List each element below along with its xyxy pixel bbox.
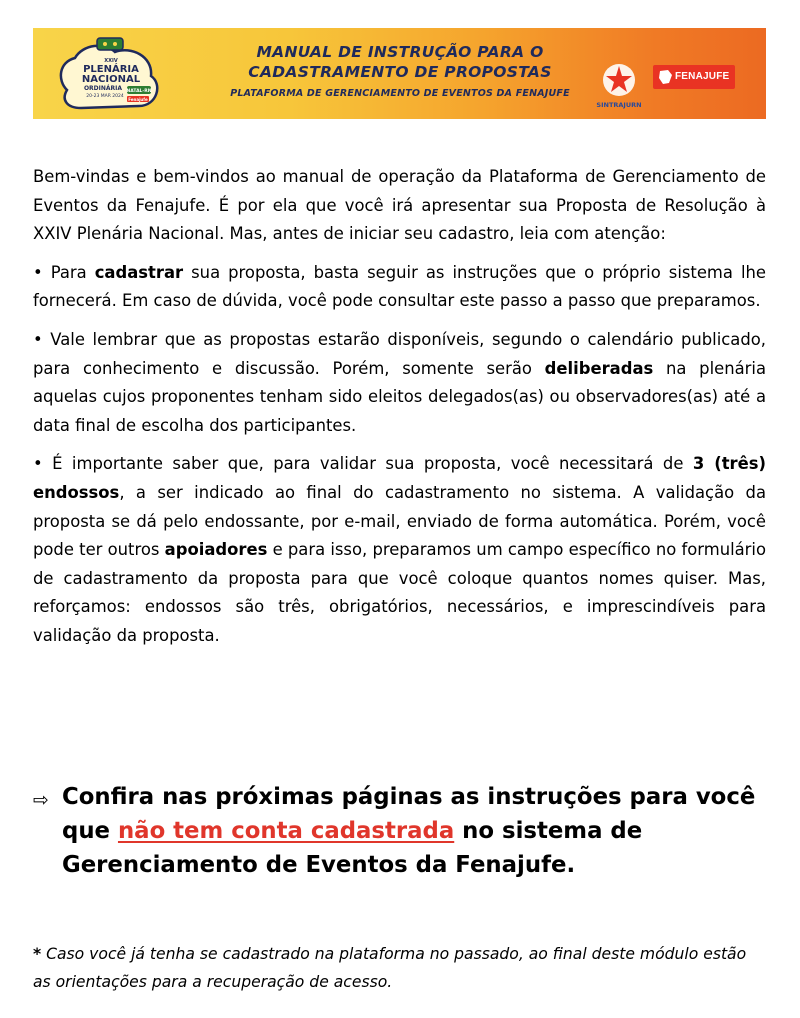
intro-paragraph: Bem-vindas e bem-vindos ao manual de operação da Plataforma de Gerenciamento de Eventos da Fenajufe. É por ela que você irá apresentar sua Proposta de Resolução à XXIV Plenária Nacional. Mas, antes de iniciar seu cadastro, leia com atenção: (33, 167, 766, 244)
emphasis-endossos: 3 (três) endossos (33, 454, 766, 502)
sintrajurn-emblem-icon (597, 58, 641, 102)
sintrajurn-logo (597, 58, 641, 114)
banner-heading (205, 42, 595, 99)
svg-text:PLENÁRIA: PLENÁRIA (83, 64, 139, 75)
svg-text:ORDINÁRIA: ORDINÁRIA (83, 85, 123, 92)
fenajufe-label: FENAJUFE (675, 71, 730, 82)
fenajufe-map-icon (657, 69, 673, 85)
bullet-cadastrar (33, 259, 766, 316)
banner-subtitle: PLATAFORMA DE GERENCIAMENTO DE EVENTOS DA FENAJUFE (230, 88, 570, 99)
svg-text:XXIV: XXIV (104, 58, 118, 64)
emphasis-deliberadas: deliberadas (544, 358, 654, 378)
callout-text-start: Confira nas próximas páginas as instruções para você que (62, 784, 756, 844)
svg-text:Fenajufe: Fenajufe (128, 97, 148, 102)
emphasis-cadastrar: cadastrar (94, 262, 184, 282)
svg-text:20-23 MAR 2024: 20-23 MAR 2024 (86, 94, 124, 99)
svg-text:NACIONAL: NACIONAL (81, 74, 141, 85)
bullet-text: , a ser indicado ao final do cadastramento no sistema. A validação da proposta se dá pelo endossante, por e-mail, enviado de forma automática. Porém, você pode ter outros (33, 482, 766, 560)
header-banner (33, 28, 766, 119)
bullet-text: • Para (33, 262, 95, 282)
bullet-text: na plenária aquelas cujos proponentes tenham sido eleitos delegados(as) ou observadores(as) até a data final de escolha dos participantes. (33, 358, 766, 435)
footnote (33, 940, 766, 996)
callout-text-end: no sistema de Gerenciamento de Eventos da Fenajufe. (62, 818, 643, 878)
bullet-text: sua proposta, basta seguir as instruções que o próprio sistema lhe fornecerá. Em caso de dúvida, você pode consultar este passo a passo que preparamos. (33, 262, 766, 311)
footnote-text: Caso você já tenha se cadastrado na plataforma no passado, ao final deste módulo estão as orientações para a recuperação de acesso. (33, 945, 747, 991)
bullet-deliberadas (33, 326, 766, 440)
plenaria-event-logo (53, 32, 173, 116)
arrow-right-icon: ⇨ (33, 789, 49, 811)
svg-text:NATAL-RN: NATAL-RN (126, 89, 152, 94)
fenajufe-logo (653, 65, 735, 89)
bullet-text: • Vale lembrar que as propostas estarão disponíveis, segundo o calendário publicado, para conhecimento e discussão. Porém, somente serão (33, 329, 766, 378)
sintrajurn-label: SINTRAJURN (596, 101, 642, 109)
callout-text (62, 780, 766, 882)
emphasis-apoiadores: apoiadores (164, 540, 268, 560)
bullet-text: • É importante saber que, para validar sua proposta, você necessitará de (33, 454, 693, 474)
bullet-text: e para isso, preparamos um campo específico no formulário de cadastramento da proposta para que você coloque quantos nomes quiser. Mas, reforçamos: endossos são três, obrigatórios, necessários, e imprescindíveis para validação da proposta. (33, 540, 767, 645)
manual-body (33, 163, 766, 661)
no-account-link[interactable]: não tem conta cadastrada (117, 818, 455, 844)
banner-title: MANUAL DE INSTRUÇÃO PARA O CADASTRAMENTO DE PROPOSTAS (248, 43, 552, 81)
footnote-asterisk: * (33, 945, 42, 963)
bullet-endossos (33, 450, 766, 650)
